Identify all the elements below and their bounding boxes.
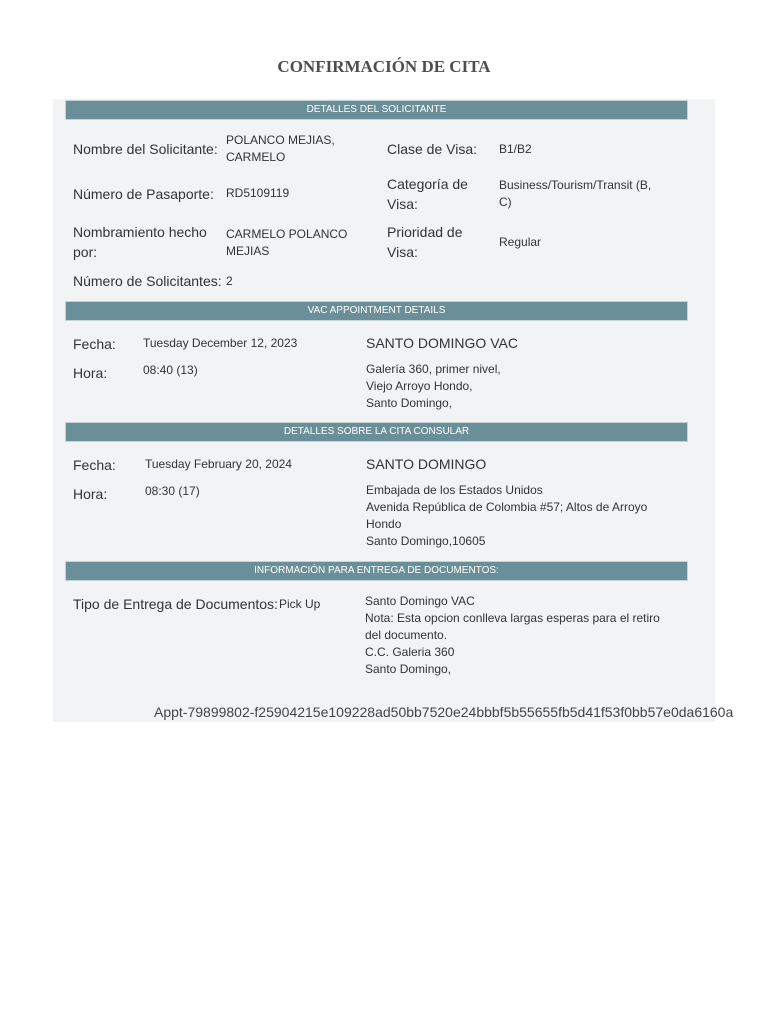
delivery-section-header: INFORMACIÓN PARA ENTREGA DE DOCUMENTOS: (65, 561, 688, 581)
delivery-details: Santo Domingo VAC Nota: Esta opcion conlleva largas esperas para el retiro del documento. C.C. Galeria 360 Santo Domingo, (365, 594, 660, 676)
vac-time-label: Hora: (73, 365, 108, 381)
vac-date-value: Tuesday December 12, 2023 (143, 336, 298, 350)
applicant-name-label: Nombre del Solicitante: (73, 141, 218, 157)
consular-address: Embajada de los Estados Unidos Avenida República de Colombia #57; Altos de Arroyo Hondo Santo Domingo,10605 (366, 483, 648, 548)
delivery-type-value: Pick Up (279, 597, 321, 611)
applicant-name-value: POLANCO MEJIAS, CARMELO (226, 133, 335, 164)
vac-date-label: Fecha: (73, 336, 116, 352)
visa-category-label: Categoría de Visa: (387, 176, 468, 212)
num-applicants-label: Número de Solicitantes: (73, 273, 222, 289)
applicant-section-header: DETALLES DEL SOLICITANTE (65, 100, 688, 120)
visa-category-value: Business/Tourism/Transit (B, C) (499, 178, 652, 209)
page-title: CONFIRMACIÓN DE CITA (277, 57, 491, 76)
consular-date-label: Fecha: (73, 457, 116, 473)
visa-priority-label: Prioridad de Visa: (387, 224, 463, 260)
consular-section-header: DETALLES SOBRE LA CITA CONSULAR (65, 422, 688, 442)
consular-location-title: SANTO DOMINGO (366, 456, 487, 472)
vac-address: Galería 360, primer nivel, Viejo Arroyo Hondo, Santo Domingo, (366, 362, 501, 410)
appointment-code: Appt-79899802-f25904215e109228ad50bb7520e24bbbf5b55655fb5d41f53f0bb57e0da6160a (154, 704, 734, 720)
visa-priority-value: Regular (499, 235, 542, 249)
passport-label: Número de Pasaporte: (73, 186, 214, 202)
num-applicants-value: 2 (226, 274, 233, 288)
consular-time-value: 08:30 (17) (145, 484, 200, 498)
passport-value: RD5109119 (226, 186, 290, 200)
vac-section-header: VAC APPOINTMENT DETAILS (65, 301, 688, 321)
visa-class-value: B1/B2 (499, 142, 532, 156)
delivery-type-label: Tipo de Entrega de Documentos: (73, 596, 278, 612)
confirmation-panel (53, 99, 734, 722)
consular-date-value: Tuesday February 20, 2024 (145, 457, 292, 471)
vac-time-value: 08:40 (13) (143, 363, 198, 377)
consular-time-label: Hora: (73, 486, 108, 502)
vac-location-title: SANTO DOMINGO VAC (366, 335, 518, 351)
appointment-by-label: Nombramiento hecho por: (73, 224, 207, 260)
appointment-by-value: CARMELO POLANCO MEJIAS (226, 227, 348, 258)
visa-class-label: Clase de Visa: (387, 141, 478, 157)
